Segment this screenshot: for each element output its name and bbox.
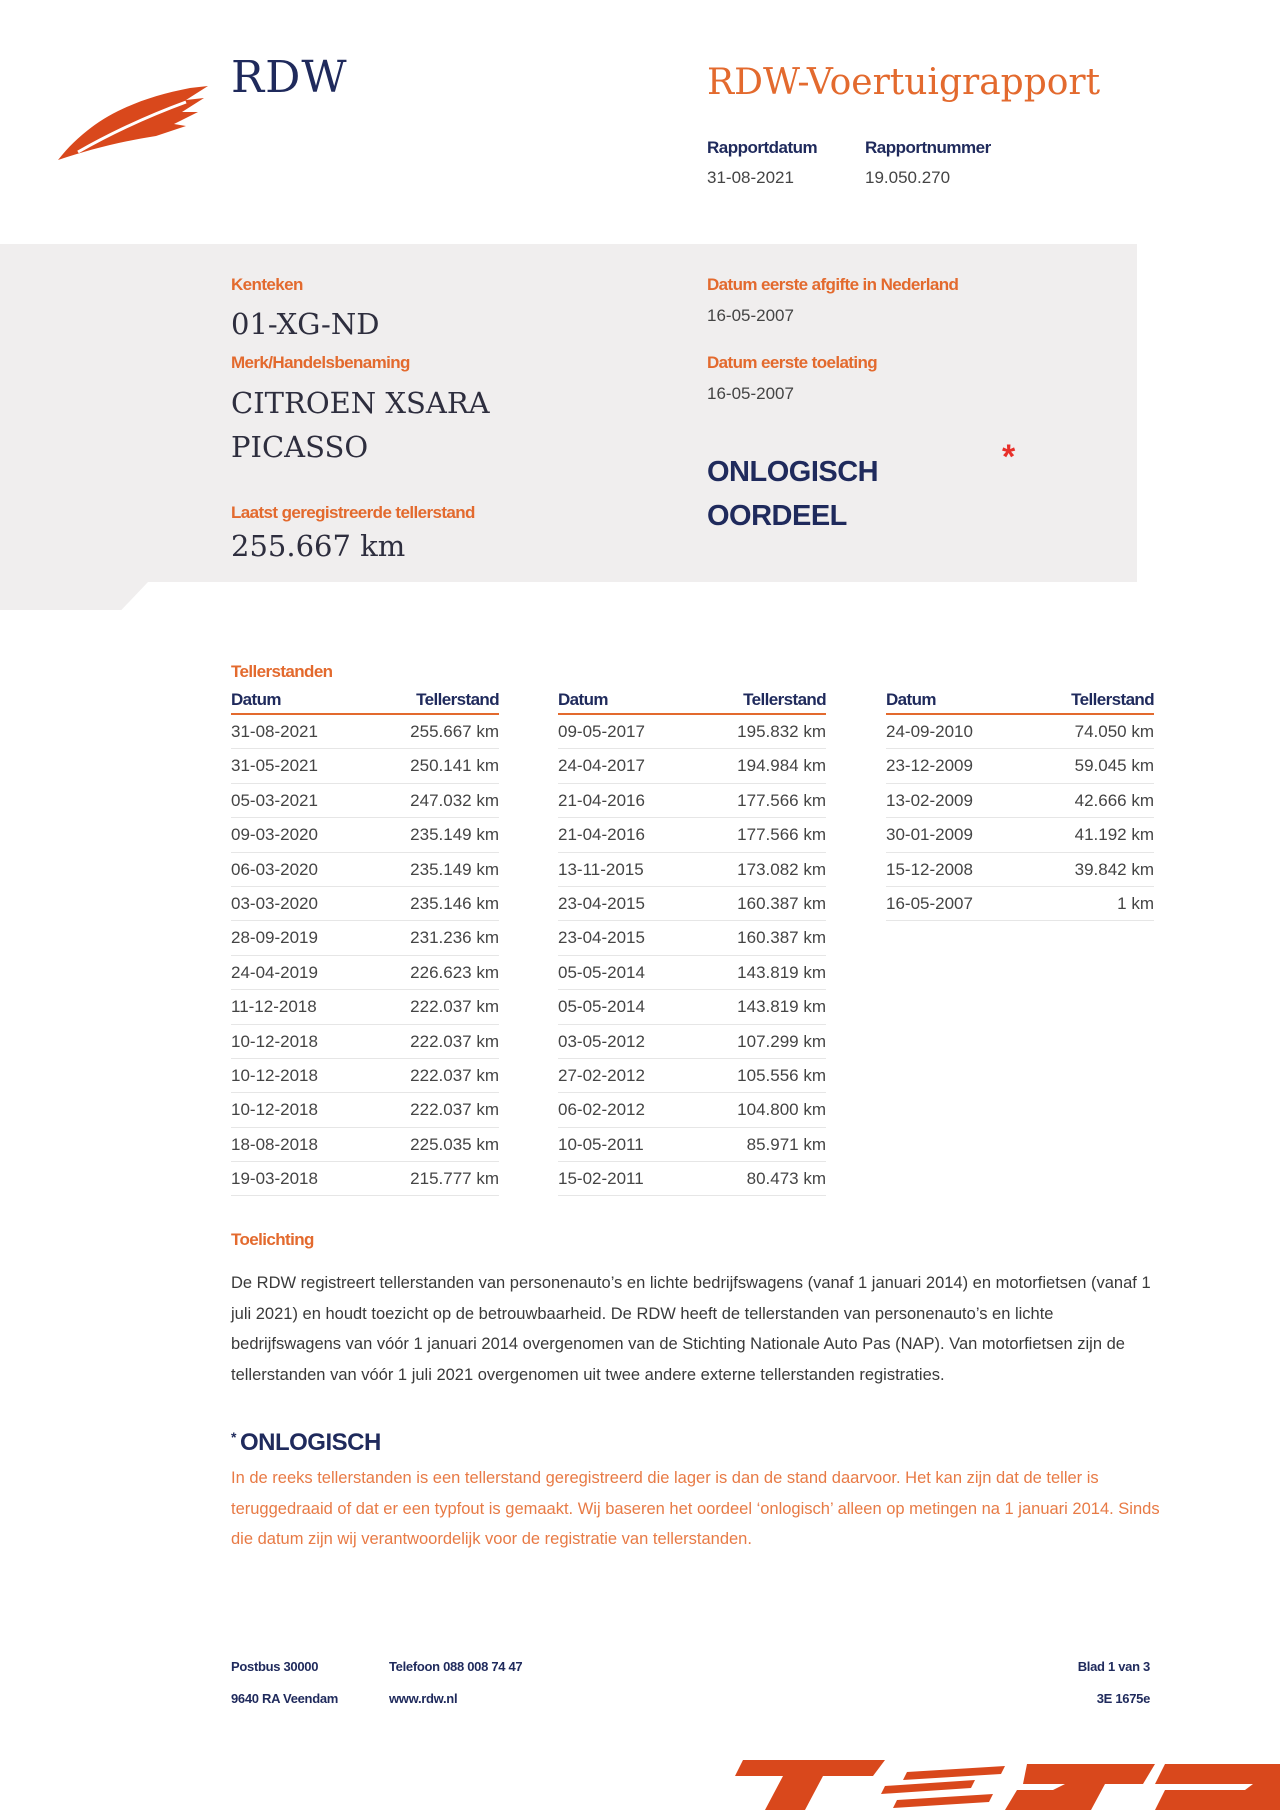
table-row	[558, 818, 826, 852]
reading-value: 235.146 km	[410, 893, 499, 913]
reading-value: 177.566 km	[737, 790, 826, 810]
table-row	[231, 1059, 499, 1093]
reading-value: 222.037 km	[410, 1065, 499, 1085]
table-row	[886, 715, 1154, 749]
first-issue-label: Datum eerste afgifte in Nederland	[707, 275, 959, 294]
first-admission-value: 16-05-2007	[707, 384, 794, 403]
reading-value: 1 km	[1117, 893, 1154, 913]
table-row	[558, 956, 826, 990]
table-row	[886, 887, 1154, 921]
reading-date: 05-05-2014	[558, 997, 645, 1017]
reading-value: 74.050 km	[1074, 722, 1154, 741]
col-date-header: Datum	[231, 690, 281, 709]
reading-value: 194.984 km	[737, 756, 826, 776]
reading-value: 225.035 km	[410, 1134, 499, 1154]
reading-value: 41.192 km	[1074, 825, 1154, 845]
reading-value: 222.037 km	[410, 997, 499, 1017]
report-number-label: Rapportnummer	[865, 138, 991, 157]
reading-value: 173.082 km	[737, 859, 826, 879]
reading-value: 235.149 km	[410, 859, 499, 879]
unlogical-title: ONLOGISCH	[239, 1429, 381, 1456]
table-header	[231, 690, 499, 715]
reading-date: 23-04-2015	[558, 893, 645, 913]
report-number-value: 19.050.270	[865, 168, 951, 187]
reading-value: 250.141 km	[410, 756, 499, 776]
table-row	[231, 818, 499, 852]
reading-date: 30-01-2009	[886, 825, 973, 845]
readings-title: Tellerstanden	[231, 662, 333, 681]
odometer-value: 255.667 km	[231, 529, 406, 563]
report-number-block	[865, 138, 991, 188]
table-row	[886, 853, 1154, 887]
reading-value: 104.800 km	[737, 1100, 826, 1120]
table-row	[231, 1128, 499, 1162]
reading-value: 222.037 km	[410, 1100, 499, 1120]
reading-date: 15-02-2011	[558, 1169, 644, 1189]
reading-value: 247.032 km	[410, 790, 499, 810]
reading-value: 177.566 km	[737, 825, 826, 845]
table-row	[558, 784, 826, 818]
reading-date: 09-05-2017	[558, 722, 645, 741]
reading-date: 10-12-2018	[231, 1065, 318, 1085]
reading-value: 255.667 km	[410, 722, 499, 741]
table-header	[558, 690, 826, 715]
col-value-header: Tellerstand	[1071, 690, 1154, 709]
reading-value: 215.777 km	[410, 1169, 499, 1189]
table-row	[886, 818, 1154, 852]
table-row	[231, 715, 499, 749]
footer-page-number: Blad 1 van 3	[1077, 1659, 1150, 1674]
plate-label: Kenteken	[231, 275, 303, 294]
make-value-line1: CITROEN XSARA	[231, 386, 490, 420]
reading-date: 21-04-2016	[558, 790, 645, 810]
col-date-header: Datum	[886, 690, 936, 709]
table-row	[231, 1025, 499, 1059]
footer-po-box: Postbus 30000	[231, 1659, 319, 1674]
reading-value: 160.387 km	[737, 893, 826, 913]
reading-value: 160.387 km	[737, 928, 826, 948]
report-date-value: 31-08-2021	[707, 168, 794, 187]
rdw-wing-logo-icon	[58, 82, 208, 162]
footer-website[interactable]: www.rdw.nl	[389, 1691, 458, 1706]
reading-value: 143.819 km	[737, 997, 826, 1017]
reading-date: 11-12-2018	[231, 997, 317, 1017]
table-row	[558, 1128, 826, 1162]
reading-date: 24-04-2019	[231, 962, 318, 982]
verdict-star-marker: *	[1002, 438, 1016, 476]
reading-value: 59.045 km	[1074, 756, 1154, 776]
rdw-stripes-icon	[735, 1756, 1280, 1810]
make-label: Merk/Handelsbenaming	[231, 353, 410, 372]
vehicle-summary-panel	[0, 244, 1137, 582]
report-date-label: Rapportdatum	[707, 138, 818, 157]
reading-value: 143.819 km	[737, 962, 826, 982]
reading-date: 24-09-2010	[886, 722, 973, 741]
reading-value: 105.556 km	[737, 1065, 826, 1085]
explanation-title: Toelichting	[231, 1230, 314, 1249]
verdict-line1: ONLOGISCH	[707, 456, 879, 488]
readings-table-2	[558, 690, 826, 1196]
reading-date: 10-12-2018	[231, 1031, 318, 1051]
reading-date: 21-04-2016	[558, 825, 645, 845]
table-row	[231, 956, 499, 990]
odometer-label: Laatst geregistreerde tellerstand	[231, 503, 475, 522]
reading-date: 03-05-2012	[558, 1031, 645, 1051]
reading-value: 222.037 km	[410, 1031, 499, 1051]
reading-date: 06-02-2012	[558, 1100, 645, 1120]
reading-value: 85.971 km	[746, 1134, 826, 1154]
table-row	[558, 715, 826, 749]
reading-value: 42.666 km	[1074, 790, 1154, 810]
reading-date: 10-05-2011	[558, 1134, 644, 1154]
table-row	[558, 990, 826, 1024]
reading-date: 06-03-2020	[231, 859, 318, 879]
reading-value: 80.473 km	[746, 1169, 826, 1189]
reading-date: 27-02-2012	[558, 1065, 645, 1085]
table-row	[231, 921, 499, 955]
table-row	[231, 1162, 499, 1196]
col-value-header: Tellerstand	[416, 690, 499, 709]
table-row	[231, 1093, 499, 1127]
reading-value: 235.149 km	[410, 825, 499, 845]
table-row	[231, 784, 499, 818]
table-row	[231, 749, 499, 783]
reading-date: 19-03-2018	[231, 1169, 318, 1189]
table-row	[558, 853, 826, 887]
plate-value: 01-XG-ND	[231, 307, 380, 341]
verdict-text	[707, 450, 878, 538]
reading-value: 231.236 km	[410, 928, 499, 948]
report-date-block	[707, 138, 817, 188]
readings-table-1	[231, 690, 499, 1196]
reading-date: 28-09-2019	[231, 928, 318, 948]
col-value-header: Tellerstand	[743, 690, 826, 709]
reading-date: 05-03-2021	[231, 790, 318, 810]
reading-date: 10-12-2018	[231, 1100, 318, 1120]
col-date-header: Datum	[558, 690, 608, 709]
unlogical-heading	[231, 1429, 381, 1457]
reading-date: 31-05-2021	[231, 756, 318, 776]
reading-value: 226.623 km	[410, 962, 499, 982]
unlogical-marker: *	[231, 1429, 236, 1445]
table-row	[558, 1093, 826, 1127]
table-row	[231, 990, 499, 1024]
make-value-line2: PICASSO	[231, 430, 369, 464]
reading-date: 09-03-2020	[231, 825, 318, 845]
table-row	[558, 1162, 826, 1196]
table-row	[558, 1025, 826, 1059]
reading-value: 39.842 km	[1074, 859, 1154, 879]
reading-date: 13-11-2015	[558, 859, 644, 879]
table-row	[558, 1059, 826, 1093]
first-admission-label: Datum eerste toelating	[707, 353, 878, 372]
reading-date: 23-04-2015	[558, 928, 645, 948]
brand-name: RDW	[231, 52, 348, 103]
reading-value: 107.299 km	[737, 1031, 826, 1051]
explanation-text: De RDW registreert tellerstanden van personenauto’s en lichte bedrijfswagens (vanaf 1 januari 2014) en motorfietsen (vanaf 1 juli 2021) en houdt toezicht op de betrouwbaarheid. De RDW heeft de tellerstanden van personenauto’s en lichte bedrijfswagens van vóór 1 januari 2014 overgenomen van de Stichting Nationale Auto Pas (NAP). Van motorfietsen zijn de tellerstanden van vóór 1 juli 2021 overgenomen uit twee andere externe tellerstanden registraties.	[231, 1274, 1151, 1384]
reading-date: 03-03-2020	[231, 893, 318, 913]
table-row	[886, 784, 1154, 818]
table-header	[886, 690, 1154, 715]
table-row	[231, 887, 499, 921]
table-row	[231, 853, 499, 887]
reading-date: 15-12-2008	[886, 859, 973, 879]
first-issue-value: 16-05-2007	[707, 306, 794, 325]
footer-form-code: 3E 1675e	[1096, 1691, 1150, 1706]
reading-date: 18-08-2018	[231, 1134, 318, 1154]
reading-value: 195.832 km	[737, 722, 826, 741]
report-title: RDW-Voertuigrapport	[707, 62, 1101, 103]
reading-date: 23-12-2009	[886, 756, 973, 776]
table-row	[558, 887, 826, 921]
panel-notch	[0, 582, 148, 610]
table-row	[558, 921, 826, 955]
reading-date: 24-04-2017	[558, 756, 645, 776]
unlogical-text: In de reeks tellerstanden is een tellerstand geregistreerd die lager is dan de stand daarvoor. Het kan zijn dat de teller is teruggedraaid of dat er een typfout is gemaakt. Wij baseren het oordeel ‘onlogisch’ alleen op metingen na 1 januari 2014. Sinds die datum zijn wij verantwoordelijk voor de registratie van tellerstanden.	[231, 1469, 1160, 1548]
reading-date: 16-05-2007	[886, 893, 973, 913]
readings-table-3	[886, 690, 1154, 921]
reading-date: 31-08-2021	[231, 722, 318, 741]
footer-phone: Telefoon 088 008 74 47	[389, 1659, 523, 1674]
footer-city: 9640 RA Veendam	[231, 1691, 339, 1706]
reading-date: 05-05-2014	[558, 962, 645, 982]
verdict-line2: OORDEEL	[707, 500, 847, 532]
table-row	[558, 749, 826, 783]
table-row	[886, 749, 1154, 783]
reading-date: 13-02-2009	[886, 790, 973, 810]
